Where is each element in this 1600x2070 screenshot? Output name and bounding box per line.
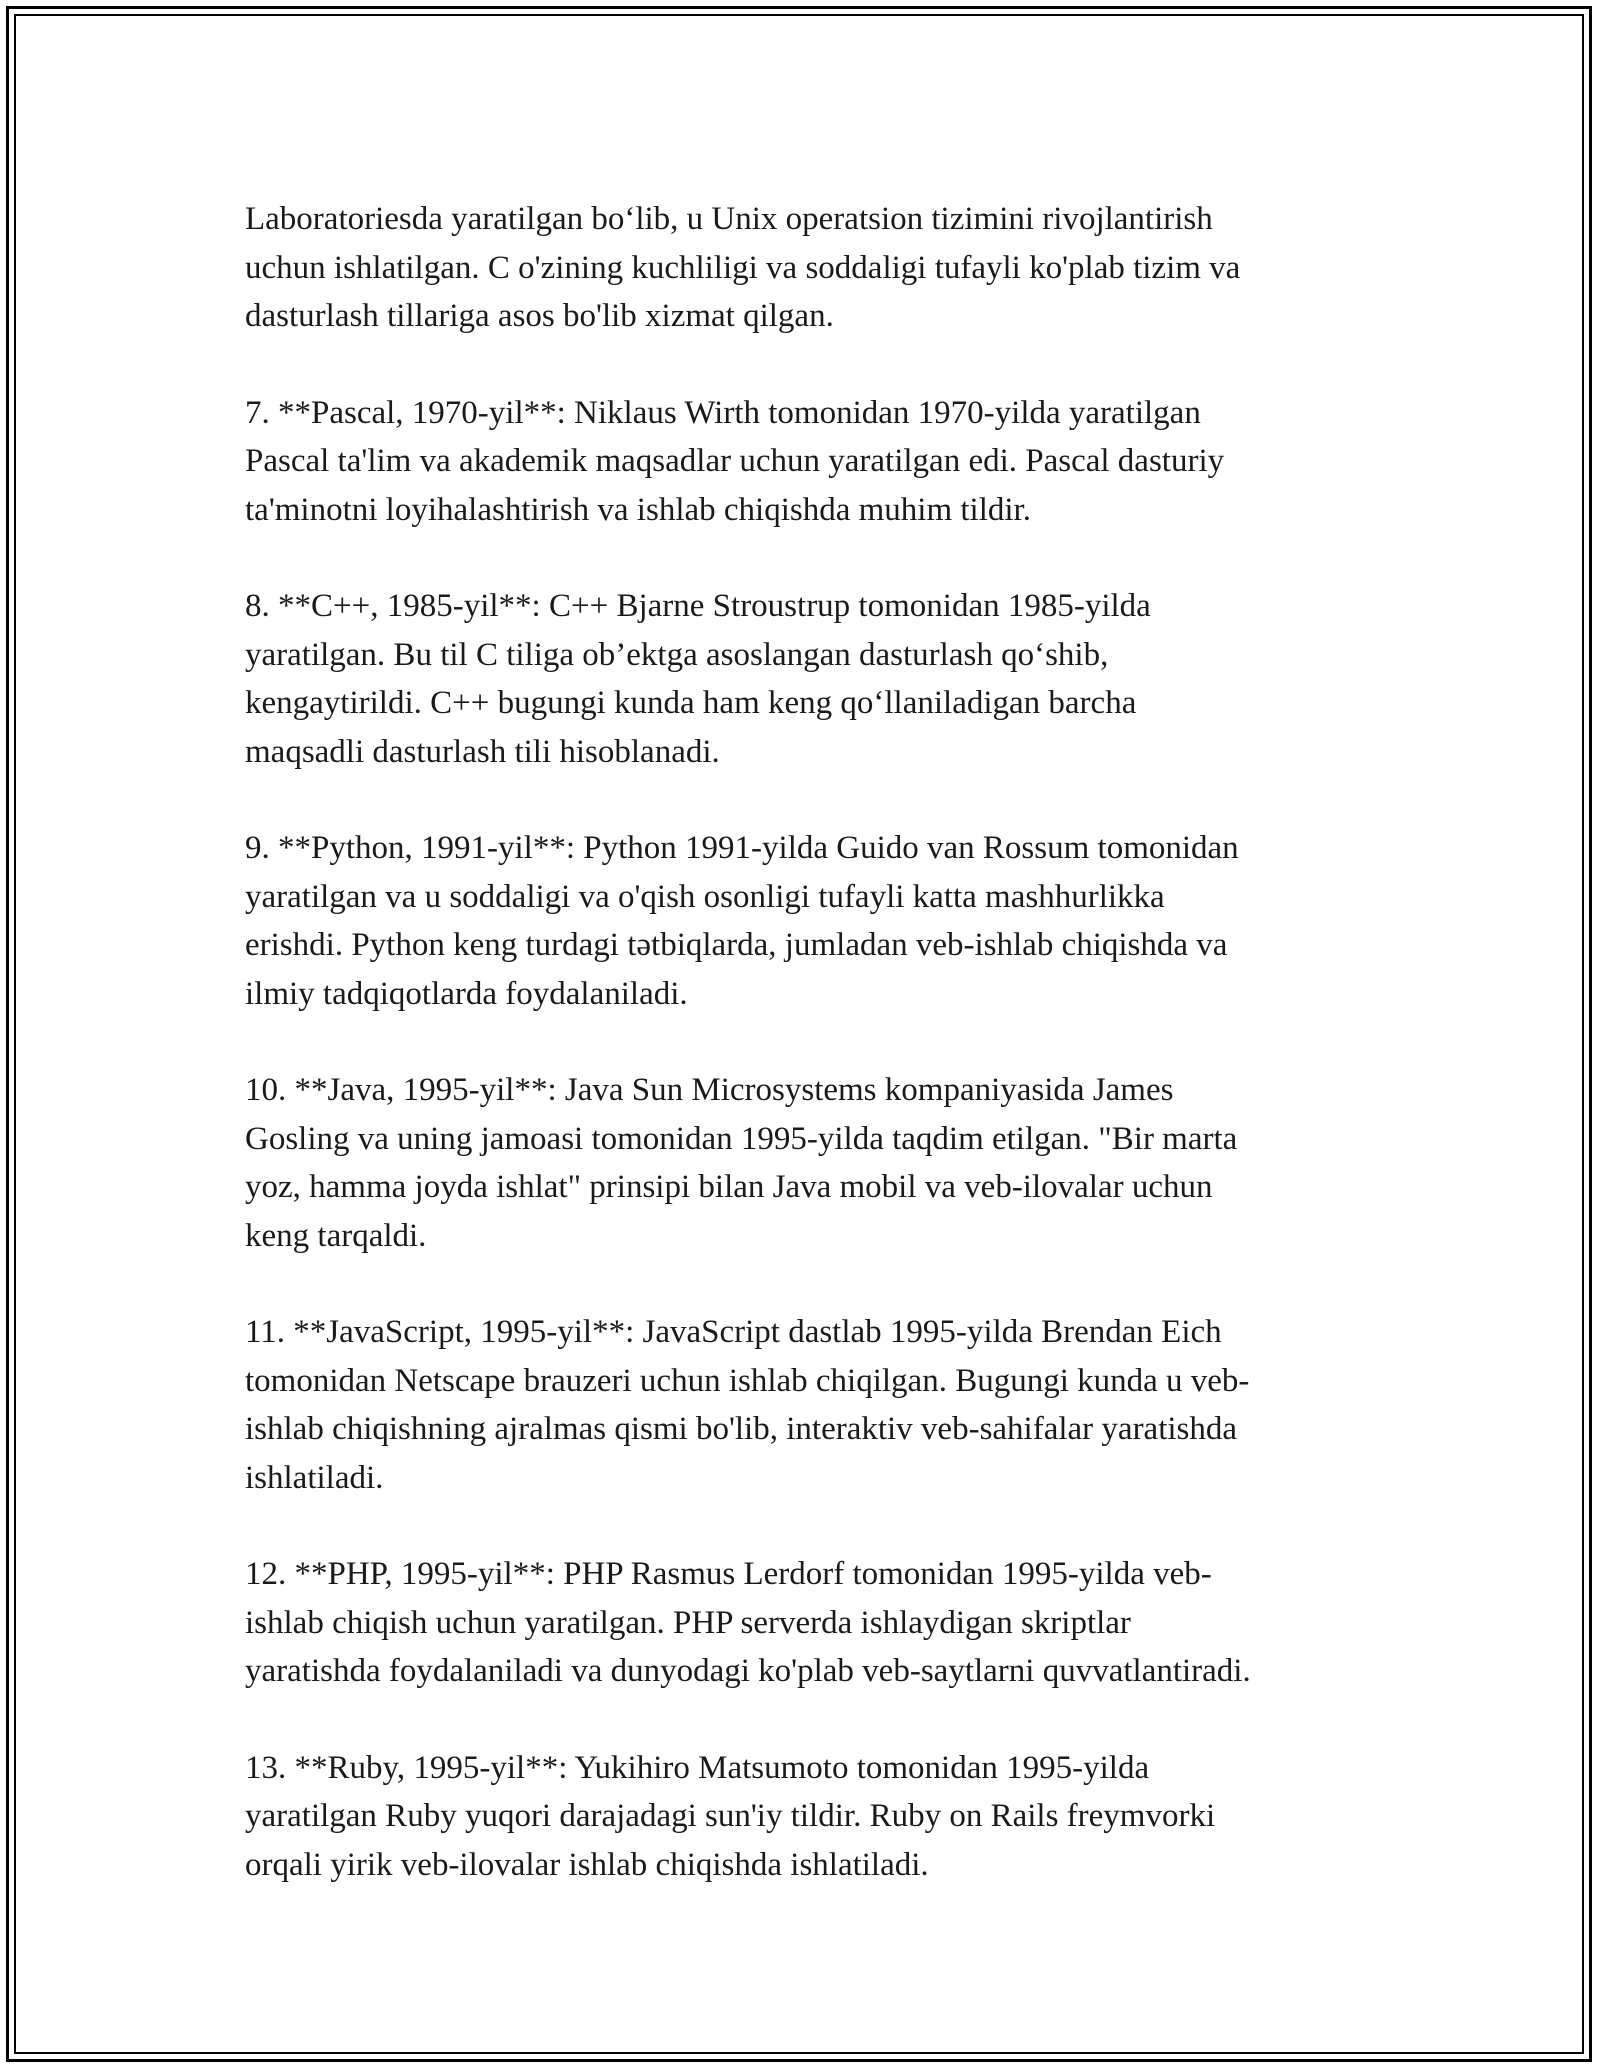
paragraph-javascript: 11. **JavaScript, 1995-yil**: JavaScript dastlab 1995-yilda Brendan Eich tomonidan Netscape brauzeri uchun ishlab chiqilgan. Bugungi kunda u veb- ishlab chiqishning ajralmas qismi bo'lib, interaktiv veb-sahifalar yaratishda ishlatiladi. (245, 1314, 1250, 1496)
paragraph-ruby: 13. **Ruby, 1995-yil**: Yukihiro Matsumoto tomonidan 1995-yilda yaratilgan Ruby yuqori darajadagi sun'iy tildir. Ruby on Rails freymvorki orqali yirik veb-ilovalar ishlab chiqishda ishlatiladi. (245, 1749, 1216, 1883)
paragraph-java: 10. **Java, 1995-yil**: Java Sun Microsystems kompaniyasida James Gosling va uning jamoasi tomonidan 1995-yilda taqdim etilgan. "Bir marta yoz, hamma joyda ishlat" prinsipi bilan Java mobil va veb-ilovalar uchun keng tarqaldi. (245, 1072, 1238, 1254)
paragraph-php: 12. **PHP, 1995-yil**: PHP Rasmus Lerdorf tomonidan 1995-yilda veb- ishlab chiqish uchun yaratilgan. PHP serverda ishlaydigan skriptlar yaratishda foydalaniladi va dunyodagi ko'plab veb-saytlarni quvvatlantiradi. (245, 1556, 1251, 1689)
paragraph-pascal: 7. **Pascal, 1970-yil**: Niklaus Wirth tomonidan 1970-yilda yaratilgan Pascal ta'lim va akademik maqsadlar uchun yaratilgan edi. Pascal dasturiy ta'minotni loyihalashtirish va ishlab chiqishda muhim tildir. (245, 394, 1225, 528)
paragraph-c-continuation: Laboratoriesda yaratilgan bo‘lib, u Unix operatsion tizimini rivojlantirish uchun ishlatilgan. C o'zining kuchliligi va soddaligi tufayli ko'plab tizim va dasturlash tillariga asos bo'lib xizmat qilgan. (245, 201, 1241, 334)
paragraph-python: 9. **Python, 1991-yil**: Python 1991-yilda Guido van Rossum tomonidan yaratilgan va u soddaligi va o'qish osonligi tufayli katta mashhurlikka erishdi. Python keng turdagi tətbiqlarda, jumladan veb-ishlab chiqishda va ilmiy tadqiqotlarda foydalaniladi. (245, 830, 1239, 1012)
paragraph-cpp: 8. **C++, 1985-yil**: C++ Bjarne Stroustrup tomonidan 1985-yilda yaratilgan. Bu til C tiliga ob’ektga asoslangan dasturlash qo‘shib, kengaytirildi. C++ bugungi kunda ham keng qo‘llaniladigan barcha maqsadli dasturlash tili hisoblanadi. (245, 588, 1151, 770)
document-body (245, 195, 1415, 1937)
page-frame (6, 6, 1592, 2062)
